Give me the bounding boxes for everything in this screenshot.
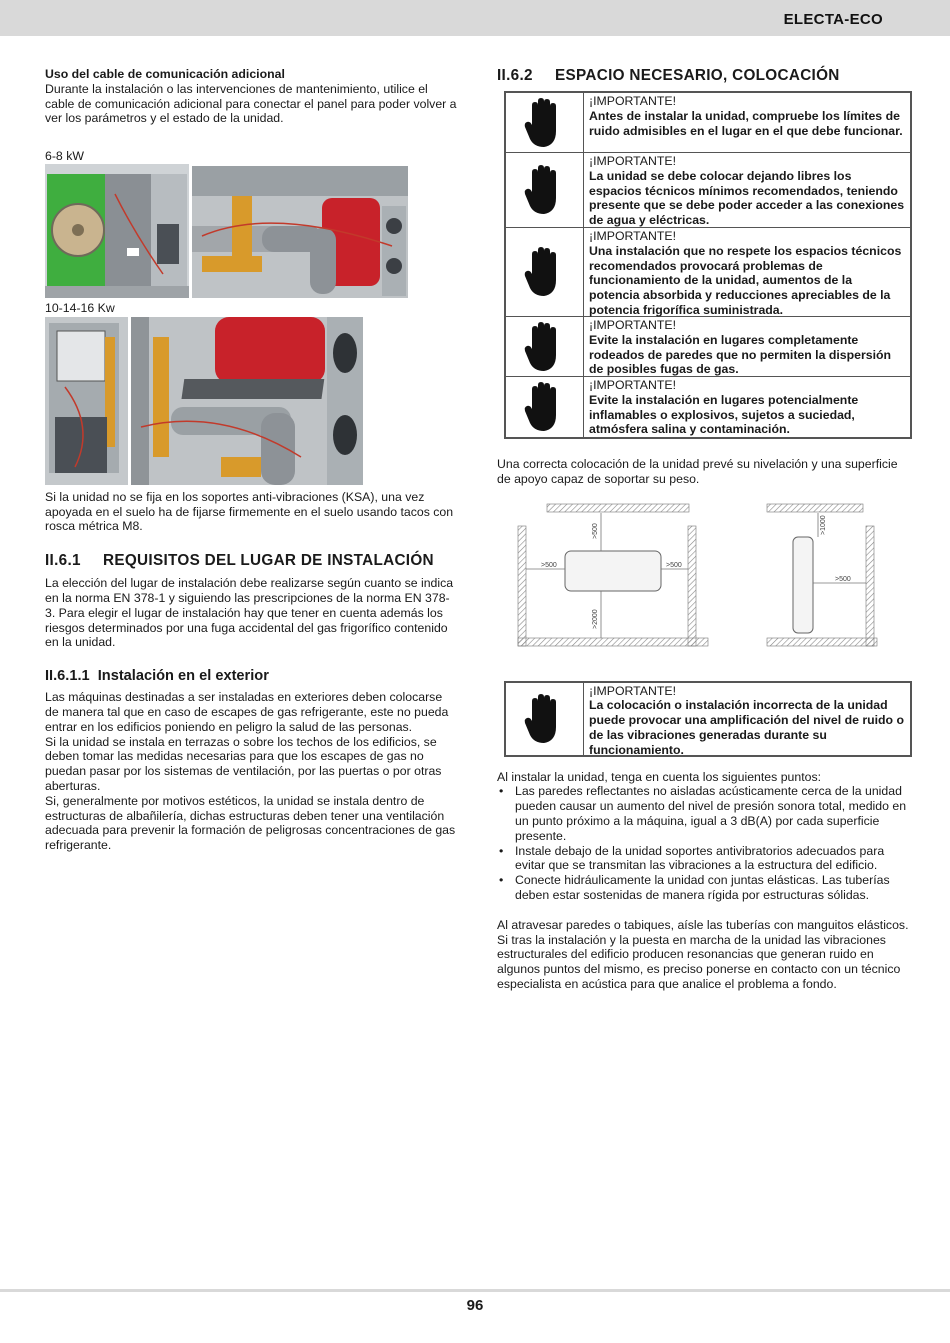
warning-title: ¡IMPORTANTE! xyxy=(589,154,676,168)
points-intro: Al instalar la unidad, tenga en cuenta los siguientes puntos: xyxy=(497,769,822,784)
photos-large-unit xyxy=(45,316,457,486)
dim-side-top: >1000 xyxy=(820,514,827,535)
warning-body: Antes de instalar la unidad, compruebe los límites de ruido admisibles en el lugar en el que debe funcionar. xyxy=(589,108,903,138)
dim-left: >500 xyxy=(541,561,557,569)
warning-body: La colocación o instalación incorrecta de la unidad puede provocar una amplificación del nivel de ruido o de las vibraciones generadas durante su funcionamiento. xyxy=(589,698,904,757)
warning-body: Evite la instalación en lugares completamente rodeados de paredes que no permiten la dispersión de posibles fugas de gas. xyxy=(589,332,892,377)
hand-stop-icon xyxy=(506,228,584,316)
footer-divider xyxy=(0,1289,950,1292)
warning-title: ¡IMPORTANTE! xyxy=(589,94,676,108)
dim-right: >500 xyxy=(666,561,682,569)
hand-stop-icon xyxy=(506,683,584,755)
hand-stop-icon xyxy=(506,93,584,152)
photos-small-unit xyxy=(45,164,457,300)
right-column xyxy=(497,67,912,992)
brand-title: ELECTA-ECO xyxy=(783,11,883,28)
final-text: Al atravesar paredes o tabiques, aísle las tuberías con manguitos elásticos. Si tras la instalación y la puesta en marcha de la unidad las vibraciones estructurales del edificio producen resonancias que generan ruido en algunos puntos del mismo, es preciso ponerse en contacto con un técnico especialista en acústica para que analice el problema a fondo. xyxy=(497,917,909,991)
hand-stop-icon xyxy=(506,317,584,376)
left-column xyxy=(45,67,457,853)
section-6-1-1-heading xyxy=(45,667,457,685)
page-number: 96 xyxy=(466,1297,484,1314)
exterior-paragraph-2: Si la unidad se instala en terrazas o sobre los techos de los edificios, se deben tomar las medidas necesarias para que los escapes de gas no puedan pasar por los sistemas de ventilación, por las puertas o por otras aberturas. xyxy=(45,734,442,793)
warning-body: Una instalación que no respete los espacios técnicos recomendados provocará problemas de funcionamiento de la unidad, aumentos de la potencia absorbida y reducciones apreciables de la potencia frigorífica suministrada. xyxy=(589,243,902,317)
warning-row xyxy=(506,228,910,317)
section-6-1-1-title: Instalación en el exterior xyxy=(97,668,269,685)
warning-content xyxy=(584,93,910,152)
photo-unit-10-16kw-interior xyxy=(131,317,363,485)
header-bar xyxy=(0,0,950,36)
dim-top: >500 xyxy=(592,522,599,539)
list-item: • Instale debajo de la unidad soportes antivibratorios adecuados para evitar que se transmitan las vibraciones a la estructura del edificio. xyxy=(497,844,912,874)
section-6-1-number: II.6.1 xyxy=(45,552,81,570)
dim-side-right: >500 xyxy=(835,575,851,583)
hand-stop-icon xyxy=(506,377,584,437)
section-6-1-1-number: II.6.1.1 xyxy=(45,668,90,685)
warning-content xyxy=(584,153,910,227)
hand-stop-icon xyxy=(506,153,584,227)
exterior-paragraph-3: Si, generalmente por motivos estéticos, la unidad se instala dentro de estructuras de albañilería, dichas estructuras deben tener una ventilación adecuada para prevenir la formación de peligrosas concentraciones de gas refrigerante. xyxy=(45,793,456,853)
dim-bottom: >2000 xyxy=(592,608,599,629)
photo-unit-6-8kw-fan xyxy=(45,164,189,298)
cable-text: Durante la instalación o las intervenciones de mantenimiento, utilice el cable de comunicación adicional para conectar el panel para poder volver a ver los parámetros y el estado de la unidad. xyxy=(45,81,457,126)
photo-unit-6-8kw-interior xyxy=(192,166,408,298)
ksa-text: Si la unidad no se fija en los soportes anti-vibraciones (KSA), una vez apoyada en el suelo ha de fijarse firmemente en el suelo usando tacos con rosca métrica M8. xyxy=(45,489,454,534)
list-item: • Las paredes reflectantes no aisladas acústicamente cerca de la unidad pueden causar un aumento del nivel de presión sonora total, medido en un punto próximo a la máquina, igual a 3 dB(A) por cada superficie presente. xyxy=(497,784,912,843)
section-6-2-number: II.6.2 xyxy=(497,67,533,84)
cable-title: Uso del cable de comunicación adicional xyxy=(45,67,285,81)
section-6-2-heading xyxy=(497,67,912,85)
section-6-2-title: ESPACIO NECESARIO, COLOCACIÓN xyxy=(555,67,840,84)
warning-title: ¡IMPORTANTE! xyxy=(589,378,676,392)
warning-content xyxy=(584,317,910,376)
warning-body: La unidad se debe colocar dejando libres los espacios técnicos mínimos recomendados, teniendo presente que se debe poder acceder a las conexiones de agua y eléctricas. xyxy=(589,168,905,228)
photo-unit-10-16kw-side xyxy=(45,317,128,485)
clearance-diagram-svg xyxy=(513,501,893,661)
warning-content xyxy=(584,377,910,437)
warning-row xyxy=(506,153,910,228)
section-6-1-heading xyxy=(45,552,457,570)
section-6-1-title: REQUISITOS DEL LUGAR DE INSTALACIÓN xyxy=(103,552,434,570)
warnings-table xyxy=(504,91,912,439)
warning-row xyxy=(506,317,910,377)
install-points-list xyxy=(497,784,912,902)
warning-content xyxy=(584,228,910,316)
label-large-unit: 10-14-16 Kw xyxy=(45,300,115,315)
warning-row xyxy=(506,377,910,437)
list-item: • Conecte hidráulicamente la unidad con juntas elásticas. Las tuberías deben estar sostenidas de manera rígida por estructuras sólidas. xyxy=(497,873,912,903)
clearance-diagram xyxy=(513,501,893,661)
label-small-unit: 6-8 kW xyxy=(45,149,84,164)
section-6-1-text: La elección del lugar de instalación debe realizarse según cuanto se indica en la norma EN 378-1 y siguiendo las prescripciones de la norma EN 378- 3. Para elegir el lugar de instalación hay que tener en cuenta además los riesgos determinados por una fuga accidental del gas frigorífico contenido en la unidad. xyxy=(45,576,454,650)
warning-body: Evite la instalación en lugares potencialmente inflamables o explosivos, sujetos a suciedad, atmósfera salina y contaminación. xyxy=(589,392,859,437)
warning-content xyxy=(584,683,910,755)
exterior-paragraph-1: Las máquinas destinadas a ser instaladas en exteriores deben colocarse de manera tal que en caso de escapes de gas refrigerante, este no pueda entrar en los edificios poniendo en peligro la salud de las personas. xyxy=(45,690,449,734)
warning-row xyxy=(506,93,910,153)
warning-title: ¡IMPORTANTE! xyxy=(589,229,676,243)
warning-title: ¡IMPORTANTE! xyxy=(589,683,676,698)
warning-row xyxy=(506,683,910,755)
warning-title: ¡IMPORTANTE! xyxy=(589,318,676,332)
placement-text: Una correcta colocación de la unidad prevé su nivelación y una superficie de apoyo capaz de soportar su peso. xyxy=(497,457,898,486)
warning-noise-table xyxy=(504,681,912,757)
